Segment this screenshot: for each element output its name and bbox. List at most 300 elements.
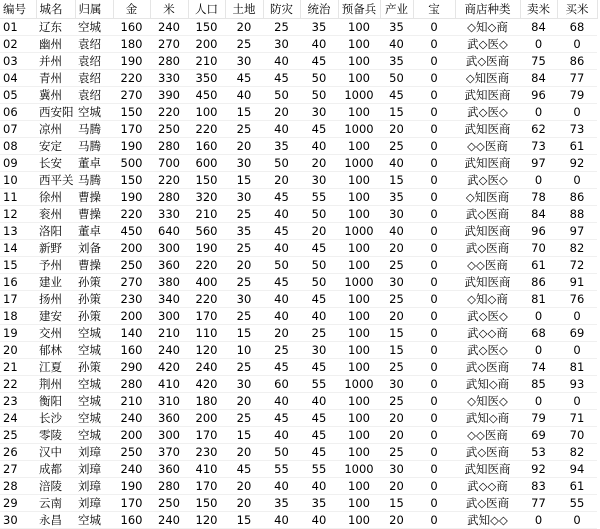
table-cell: 40 — [263, 240, 300, 257]
table-cell: 21 — [0, 359, 36, 376]
table-cell: 董卓 — [75, 155, 113, 172]
table-cell: 160 — [113, 512, 150, 529]
column-header[interactable]: 产业 — [380, 0, 413, 19]
table-row[interactable] — [0, 189, 597, 206]
table-cell: 450 — [113, 223, 150, 240]
table-cell: 25 — [263, 19, 300, 36]
table-row[interactable] — [0, 240, 597, 257]
table-cell: 82 — [557, 240, 597, 257]
table-cell: 700 — [150, 155, 188, 172]
table-cell: 武知◇商 — [455, 410, 520, 427]
table-cell: 170 — [188, 427, 225, 444]
table-cell: 240 — [113, 461, 150, 478]
table-cell: 袁绍 — [75, 87, 113, 104]
table-cell: 20 — [380, 512, 413, 529]
table-cell: 220 — [150, 104, 188, 121]
table-cell: 40 — [263, 206, 300, 223]
table-row[interactable] — [0, 70, 597, 87]
table-cell: 72 — [557, 257, 597, 274]
table-cell: 200 — [113, 240, 150, 257]
table-cell: 69 — [557, 325, 597, 342]
table-cell: 210 — [150, 325, 188, 342]
table-cell: 10 — [225, 342, 263, 359]
table-cell: 曹操 — [75, 257, 113, 274]
table-cell: 武◇医◇ — [455, 342, 520, 359]
table-cell: 0 — [413, 53, 455, 70]
table-cell: 45 — [263, 359, 300, 376]
table-row[interactable] — [0, 274, 597, 291]
table-cell: 1000 — [338, 155, 380, 172]
column-header[interactable]: 预备兵 — [338, 0, 380, 19]
table-cell: 61 — [557, 478, 597, 495]
table-cell: 15 — [380, 325, 413, 342]
table-cell: 150 — [188, 172, 225, 189]
table-row[interactable] — [0, 325, 597, 342]
table-cell: 刘璋 — [75, 478, 113, 495]
table-cell: 0 — [413, 36, 455, 53]
column-header[interactable]: 土地 — [225, 0, 263, 19]
table-row[interactable] — [0, 172, 597, 189]
table-cell: 25 — [225, 359, 263, 376]
table-cell: 100 — [338, 325, 380, 342]
table-cell: 420 — [188, 376, 225, 393]
table-cell: 150 — [113, 104, 150, 121]
table-cell: 61 — [520, 257, 557, 274]
table-cell: 25 — [380, 257, 413, 274]
table-cell: 55 — [557, 495, 597, 512]
table-cell: 200 — [113, 308, 150, 325]
table-cell: 20 — [380, 427, 413, 444]
table-cell: 云南 — [36, 495, 75, 512]
table-cell: 20 — [380, 478, 413, 495]
table-cell: 郁林 — [36, 342, 75, 359]
table-cell: 61 — [557, 138, 597, 155]
table-cell: 徐州 — [36, 189, 75, 206]
table-cell: 45 — [300, 410, 338, 427]
table-cell: ◇知◇商 — [455, 19, 520, 36]
table-cell: 220 — [150, 172, 188, 189]
table-cell: 220 — [188, 257, 225, 274]
table-cell: 曹操 — [75, 206, 113, 223]
table-cell: 刘璋 — [75, 495, 113, 512]
table-cell: 22 — [0, 376, 36, 393]
table-cell: 45 — [263, 410, 300, 427]
table-cell: 73 — [557, 121, 597, 138]
table-cell: 1000 — [338, 87, 380, 104]
table-cell: 70 — [557, 427, 597, 444]
column-header[interactable]: 商店种类 — [455, 0, 520, 19]
table-cell: 53 — [520, 444, 557, 461]
table-cell: 20 — [380, 121, 413, 138]
table-cell: 50 — [263, 444, 300, 461]
table-cell: 孙策 — [75, 274, 113, 291]
table-cell: 25 — [300, 325, 338, 342]
table-cell: 15 — [0, 257, 36, 274]
table-cell: 0 — [413, 104, 455, 121]
table-row[interactable] — [0, 376, 597, 393]
table-cell: 25 — [380, 291, 413, 308]
table-cell: 280 — [150, 138, 188, 155]
table-row[interactable] — [0, 308, 597, 325]
table-cell: 0 — [413, 223, 455, 240]
table-cell: 93 — [557, 376, 597, 393]
table-cell: 0 — [520, 172, 557, 189]
table-cell: 武知医商 — [455, 87, 520, 104]
table-cell: 110 — [188, 325, 225, 342]
table-cell: 12 — [0, 206, 36, 223]
table-cell: 20 — [225, 19, 263, 36]
table-cell: 200 — [188, 410, 225, 427]
table-cell: 74 — [520, 359, 557, 376]
table-cell: 青州 — [36, 70, 75, 87]
table-cell: 330 — [150, 70, 188, 87]
table-cell: 长安 — [36, 155, 75, 172]
table-cell: 100 — [338, 257, 380, 274]
table-cell: 250 — [150, 121, 188, 138]
table-cell: 汉中 — [36, 444, 75, 461]
table-cell: 0 — [413, 19, 455, 36]
table-cell: 50 — [300, 274, 338, 291]
table-cell: 20 — [300, 155, 338, 172]
table-cell: 0 — [557, 512, 597, 529]
table-cell: 0 — [413, 240, 455, 257]
table-row[interactable] — [0, 138, 597, 155]
table-cell: 29 — [0, 495, 36, 512]
table-cell: 武◇医◇ — [455, 308, 520, 325]
table-cell: 0 — [413, 495, 455, 512]
table-cell: 96 — [520, 223, 557, 240]
column-header[interactable]: 城名 — [36, 0, 75, 19]
table-cell: 0 — [413, 410, 455, 427]
table-cell: 330 — [150, 206, 188, 223]
table-cell: 96 — [520, 87, 557, 104]
table-cell: 35 — [380, 53, 413, 70]
table-cell: 240 — [188, 359, 225, 376]
table-cell: 空城 — [75, 19, 113, 36]
table-row[interactable] — [0, 36, 597, 53]
table-cell: 武知◇商 — [455, 376, 520, 393]
table-cell: 28 — [0, 478, 36, 495]
table-cell: 45 — [263, 223, 300, 240]
table-row[interactable] — [0, 410, 597, 427]
table-cell: 240 — [113, 410, 150, 427]
table-cell: 0 — [413, 427, 455, 444]
table-cell: 25 — [380, 359, 413, 376]
table-cell: 武知医商 — [455, 461, 520, 478]
table-cell: 马腾 — [75, 121, 113, 138]
table-cell: 0 — [557, 104, 597, 121]
table-cell: 0 — [413, 512, 455, 529]
table-cell: 360 — [150, 461, 188, 478]
table-cell: 02 — [0, 36, 36, 53]
table-cell: 03 — [0, 53, 36, 70]
table-cell: 20 — [263, 104, 300, 121]
table-cell: 0 — [520, 393, 557, 410]
table-cell: 25 — [380, 138, 413, 155]
table-cell: 40 — [380, 223, 413, 240]
table-cell: 07 — [0, 121, 36, 138]
table-cell: 100 — [338, 427, 380, 444]
table-cell: 150 — [188, 495, 225, 512]
table-cell: 190 — [113, 478, 150, 495]
table-cell: 68 — [520, 325, 557, 342]
table-cell: 410 — [150, 376, 188, 393]
table-cell: 西平关 — [36, 172, 75, 189]
table-cell: 84 — [520, 206, 557, 223]
column-header[interactable]: 编号 — [0, 0, 36, 19]
table-cell: 180 — [188, 393, 225, 410]
table-cell: 0 — [413, 206, 455, 223]
table-cell: 23 — [0, 393, 36, 410]
table-cell: 400 — [188, 274, 225, 291]
table-cell: 凉州 — [36, 121, 75, 138]
table-cell: 0 — [413, 274, 455, 291]
table-cell: 100 — [338, 240, 380, 257]
table-row[interactable] — [0, 342, 597, 359]
table-cell: 300 — [150, 427, 188, 444]
table-cell: 15 — [225, 325, 263, 342]
table-cell: 武◇◇商 — [455, 325, 520, 342]
table-cell: 0 — [413, 70, 455, 87]
table-cell: 81 — [520, 291, 557, 308]
table-cell: 100 — [338, 308, 380, 325]
table-cell: 240 — [150, 342, 188, 359]
table-cell: 20 — [380, 410, 413, 427]
table-cell: 16 — [0, 274, 36, 291]
table-row[interactable] — [0, 291, 597, 308]
table-row[interactable] — [0, 461, 597, 478]
table-cell: 马腾 — [75, 172, 113, 189]
table-cell: 20 — [225, 138, 263, 155]
table-cell: 40 — [380, 155, 413, 172]
table-cell: 75 — [520, 53, 557, 70]
table-cell: 62 — [520, 121, 557, 138]
table-cell: 500 — [113, 155, 150, 172]
table-cell: 武知医商 — [455, 155, 520, 172]
table-cell: 15 — [225, 427, 263, 444]
table-cell: 10 — [0, 172, 36, 189]
table-cell: 50 — [300, 70, 338, 87]
table-cell: 45 — [263, 189, 300, 206]
table-cell: 0 — [413, 444, 455, 461]
table-cell: 50 — [380, 70, 413, 87]
table-cell: 20 — [225, 393, 263, 410]
table-cell: 250 — [113, 444, 150, 461]
table-cell: 新野 — [36, 240, 75, 257]
table-cell: 45 — [300, 359, 338, 376]
table-cell: 扬州 — [36, 291, 75, 308]
table-cell: 04 — [0, 70, 36, 87]
column-header[interactable]: 金 — [113, 0, 150, 19]
table-cell: 18 — [0, 308, 36, 325]
table-row[interactable] — [0, 478, 597, 495]
table-cell: 350 — [188, 70, 225, 87]
column-header[interactable]: 防灾 — [263, 0, 300, 19]
table-cell: 袁绍 — [75, 36, 113, 53]
table-cell: 100 — [338, 495, 380, 512]
table-cell: 涪陵 — [36, 478, 75, 495]
table-row[interactable] — [0, 393, 597, 410]
table-row[interactable] — [0, 223, 597, 240]
table-cell: 100 — [338, 410, 380, 427]
table-cell: 0 — [413, 291, 455, 308]
table-cell: 50 — [263, 257, 300, 274]
table-cell: ◇知医商 — [455, 70, 520, 87]
table-cell: 100 — [338, 359, 380, 376]
table-cell: 190 — [188, 240, 225, 257]
table-cell: 25 — [225, 240, 263, 257]
table-cell: 1000 — [338, 121, 380, 138]
table-cell: 45 — [263, 70, 300, 87]
table-cell: 100 — [188, 104, 225, 121]
table-cell: 1000 — [338, 461, 380, 478]
table-cell: 武◇医商 — [455, 240, 520, 257]
table-cell: 孙策 — [75, 359, 113, 376]
table-cell: 35 — [300, 495, 338, 512]
table-cell: 45 — [300, 427, 338, 444]
table-row[interactable] — [0, 121, 597, 138]
table-cell: 160 — [113, 342, 150, 359]
table-cell: 190 — [113, 53, 150, 70]
table-cell: 40 — [263, 512, 300, 529]
table-cell: 25 — [225, 121, 263, 138]
table-cell: 40 — [263, 308, 300, 325]
table-cell: 空城 — [75, 393, 113, 410]
table-cell: 55 — [300, 461, 338, 478]
table-cell: 45 — [225, 461, 263, 478]
table-cell: 19 — [0, 325, 36, 342]
table-row[interactable] — [0, 512, 597, 529]
table-cell: 560 — [188, 223, 225, 240]
table-cell: 88 — [557, 206, 597, 223]
column-header[interactable]: 米 — [150, 0, 188, 19]
table-cell: 250 — [113, 257, 150, 274]
table-cell: 董卓 — [75, 223, 113, 240]
table-cell: 200 — [188, 36, 225, 53]
table-row[interactable] — [0, 155, 597, 172]
table-cell: 25 — [0, 427, 36, 444]
table-cell: 69 — [520, 427, 557, 444]
table-cell: 410 — [188, 461, 225, 478]
table-row[interactable] — [0, 87, 597, 104]
table-cell: 220 — [188, 121, 225, 138]
table-cell: 70 — [520, 240, 557, 257]
table-cell: 220 — [113, 206, 150, 223]
table-cell: 荆州 — [36, 376, 75, 393]
table-cell: 30 — [225, 53, 263, 70]
table-cell: 并州 — [36, 53, 75, 70]
table-cell: 100 — [338, 206, 380, 223]
table-cell: 340 — [150, 291, 188, 308]
table-row[interactable] — [0, 206, 597, 223]
table-row[interactable] — [0, 257, 597, 274]
table-cell: 92 — [557, 155, 597, 172]
table-cell: 交州 — [36, 325, 75, 342]
column-header[interactable]: 归属 — [75, 0, 113, 19]
table-cell: 50 — [263, 87, 300, 104]
table-cell: 05 — [0, 87, 36, 104]
table-cell: 210 — [113, 393, 150, 410]
column-header[interactable]: 宝 — [413, 0, 455, 19]
table-cell: 160 — [188, 138, 225, 155]
table-cell: 25 — [225, 206, 263, 223]
table-cell: 84 — [520, 19, 557, 36]
table-cell: 0 — [520, 104, 557, 121]
table-row[interactable] — [0, 444, 597, 461]
table-cell: 30 — [380, 461, 413, 478]
table-row[interactable] — [0, 359, 597, 376]
table-cell: 25 — [263, 342, 300, 359]
table-cell: 170 — [188, 478, 225, 495]
table-row[interactable] — [0, 53, 597, 70]
table-cell: 孙策 — [75, 291, 113, 308]
table-cell: 空城 — [75, 512, 113, 529]
table-cell: 84 — [520, 70, 557, 87]
table-cell: 0 — [557, 36, 597, 53]
column-header[interactable]: 人口 — [188, 0, 225, 19]
table-cell: 25 — [225, 274, 263, 291]
table-cell: 390 — [150, 87, 188, 104]
table-cell: 08 — [0, 138, 36, 155]
table-cell: 120 — [188, 342, 225, 359]
table-row[interactable] — [0, 104, 597, 121]
table-cell: 武◇医商 — [455, 206, 520, 223]
table-cell: 45 — [263, 274, 300, 291]
table-cell: 280 — [150, 478, 188, 495]
table-row[interactable] — [0, 19, 597, 36]
table-cell: 武◇◇商 — [455, 478, 520, 495]
table-cell: 100 — [338, 138, 380, 155]
table-cell: 86 — [557, 53, 597, 70]
table-cell: 300 — [150, 240, 188, 257]
table-cell: 西安阳 — [36, 104, 75, 121]
table-cell: 武知医商 — [455, 274, 520, 291]
table-cell: 280 — [113, 376, 150, 393]
table-cell: 86 — [520, 274, 557, 291]
table-cell: 14 — [0, 240, 36, 257]
table-cell: 160 — [113, 19, 150, 36]
table-row[interactable] — [0, 427, 597, 444]
table-cell: 0 — [413, 87, 455, 104]
table-cell: 武知医商 — [455, 223, 520, 240]
table-cell: 100 — [338, 291, 380, 308]
table-cell: 空城 — [75, 104, 113, 121]
table-cell: 270 — [113, 87, 150, 104]
column-header[interactable]: 卖米 — [520, 0, 557, 19]
table-cell: 0 — [520, 342, 557, 359]
table-cell: 25 — [380, 444, 413, 461]
table-row[interactable] — [0, 495, 597, 512]
table-cell: 20 — [380, 240, 413, 257]
table-cell: 77 — [557, 70, 597, 87]
table-cell: 20 — [380, 308, 413, 325]
table-cell: ◇◇医商 — [455, 138, 520, 155]
table-cell: 210 — [188, 206, 225, 223]
table-cell: 30 — [225, 291, 263, 308]
table-cell: 15 — [380, 172, 413, 189]
table-cell: 30 — [225, 376, 263, 393]
table-cell: 45 — [300, 444, 338, 461]
table-cell: 武◇医商 — [455, 495, 520, 512]
table-cell: 空城 — [75, 410, 113, 427]
column-header[interactable]: 买米 — [557, 0, 597, 19]
table-cell: 0 — [557, 172, 597, 189]
table-cell: 35 — [300, 19, 338, 36]
header-row — [0, 0, 597, 19]
table-cell: 15 — [225, 512, 263, 529]
column-header[interactable]: 统治 — [300, 0, 338, 19]
table-cell: 85 — [520, 376, 557, 393]
